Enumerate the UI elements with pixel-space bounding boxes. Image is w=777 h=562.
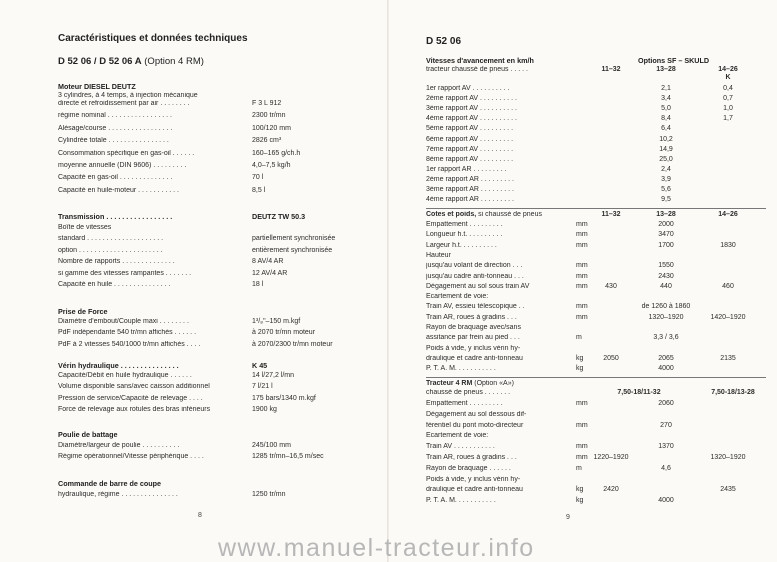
row-unit: kg [576, 497, 584, 505]
row-value-2: 440 [660, 282, 672, 290]
spec-label: Consommation spécifique en gas-oil . . . . . . [58, 149, 195, 157]
row-value-3: 1320–1920 [710, 454, 746, 461]
spec-label: Diamètre/largeur de poulie . . . . . . . . . . [58, 442, 180, 449]
cutter-heading: Commande de barre de coupe [58, 479, 162, 488]
page-title: Caractéristiques et données techniques [58, 33, 248, 44]
pulley-heading: Poulie de battage [58, 430, 118, 439]
spec-value: 4,0–7,5 kg/h [252, 162, 291, 169]
spec-label: standard . . . . . . . . . . . . . . . . . . . . [58, 235, 164, 242]
spec-label: Boîte de vitesses [58, 224, 112, 231]
spec-label: hydraulique, régime . . . . . . . . . . . . . . . [58, 491, 178, 498]
row-label: Poids à vide, y inclus vérin hy- [426, 344, 521, 352]
spec-label: Volume disponible sans/avec caisson additionnel [58, 383, 210, 391]
speed-value-14-26: 1,0 [723, 105, 733, 113]
speed-value-13-28: 8,4 [661, 115, 671, 123]
watermark: www.manuel-tracteur.info [218, 534, 535, 562]
row-label: Empattement . . . . . . . . . [426, 221, 503, 228]
row-label: Dégagement au sol dessous dif- [426, 410, 527, 418]
spec-value: 2300 tr/mn [252, 112, 286, 120]
speed-value-13-28: 6,4 [661, 125, 671, 133]
spec-value: 18 l [252, 281, 264, 289]
row-label: draulique et cadre anti-tonneau [426, 486, 523, 494]
transmission-model: DEUTZ TW 50.3 [252, 212, 306, 221]
spec-value: 175 bars/1340 m.kgf [252, 394, 316, 402]
spec-label: Capacité/Débit en huile hydraulique . . . . . . [58, 372, 192, 379]
row-label: Dégagement au sol sous train AV [426, 282, 530, 290]
row-label: Ecartement de voie: [426, 432, 489, 440]
row-unit: mm [576, 454, 588, 461]
spec-label: Capacité en huile . . . . . . . . . . . . . . . [58, 281, 171, 289]
row-value-2: 1370 [658, 443, 674, 451]
row-unit: mm [576, 421, 588, 429]
page-number-left: 8 [198, 512, 202, 519]
dims-col-14-26: 14–26 [718, 211, 738, 218]
row-unit: m [576, 464, 582, 472]
row-label: Train AV . . . . . . . . . . . [426, 443, 495, 451]
fwd-col-a: 7,50-18/11-32 [617, 389, 661, 396]
col-11-32: 11–32 [601, 66, 621, 73]
fwd-col-b: 7,50-18/13-28 [711, 389, 755, 396]
transmission-heading: Transmission . . . . . . . . . . . . . . . . . [58, 212, 173, 221]
row-value-2: 2000 [658, 221, 674, 228]
speed-label: 2ème rapport AV . . . . . . . . . . [426, 95, 517, 103]
spec-value: 160–165 g/ch.h [252, 149, 301, 157]
section-rule [426, 208, 766, 209]
row-unit: mm [576, 313, 588, 321]
spec-label: PdF à 2 vitesses 540/1000 tr/mn affichés . . . . [58, 340, 201, 348]
row-value-2: 2060 [658, 400, 674, 407]
spec-value: 1250 tr/mn [252, 491, 286, 498]
spec-label: moyenne annuelle (DIN 9606) . . . . . . . . . [58, 162, 187, 169]
speed-value-14-26: 1,7 [723, 115, 733, 123]
page-number-right: 9 [566, 514, 570, 521]
row-label: jusqu'au cadre anti-tonneau . . . [426, 272, 524, 280]
speed-label: 4ème rapport AR . . . . . . . . . [426, 196, 514, 204]
row-value-1: 430 [605, 282, 617, 290]
speed-value-13-28: 10,2 [659, 135, 673, 143]
pto-heading: Prise de Force [58, 307, 108, 316]
spec-value: 8,5 l [252, 186, 266, 194]
speed-label: 2ème rapport AR . . . . . . . . . [426, 175, 514, 183]
dims-col-11-32: 11–32 [601, 211, 621, 218]
speed-label: 8ème rapport AV . . . . . . . . . [426, 155, 514, 163]
spec-value: 100/120 mm [252, 124, 291, 132]
row-value-2: 3470 [658, 231, 674, 239]
row-value-2: 3,3 / 3,6 [653, 334, 679, 342]
row-unit: kg [576, 486, 584, 494]
fwd-heading [426, 380, 514, 388]
model-designation [58, 56, 204, 67]
row-label: Longueur h.t. . . . . . . . . . [426, 231, 503, 239]
section-rule [426, 377, 766, 378]
speed-label: 6ème rapport AV . . . . . . . . . [426, 135, 514, 143]
row-value-2: 2065 [658, 354, 674, 362]
spec-label: PdF indépendante 540 tr/mn affichés . . . . . . [58, 329, 197, 337]
right-model-title: D 52 06 [426, 36, 462, 47]
spec-label: option . . . . . . . . . . . . . . . . . . . . . . [58, 246, 163, 254]
spec-value: 2826 cm³ [252, 137, 282, 145]
row-label: Train AR, roues à gradins . . . [426, 454, 517, 461]
row-unit: kg [576, 354, 584, 362]
spec-label: Cylindrée totale . . . . . . . . . . . . . . . . [58, 137, 169, 145]
row-label: P. T. A. M. . . . . . . . . . . [426, 365, 496, 373]
speed-value-13-28: 5,6 [661, 186, 671, 193]
row-label: draulique et cadre anti-tonneau [426, 354, 523, 362]
tyre-label: tracteur chaussé de pneus . . . . . [426, 66, 528, 73]
row-value-1: 1220–1920 [593, 454, 629, 461]
engine-heading: Moteur DIESEL DEUTZ [58, 82, 136, 91]
speed-label: 3ème rapport AV . . . . . . . . . . [426, 105, 517, 113]
speed-value-13-28: 3,9 [661, 175, 671, 183]
col-13-28: 13–28 [656, 66, 676, 73]
spec-label: 3 cylindres, à 4 temps, à injection mécanique [58, 92, 198, 99]
speed-label: 3ème rapport AR . . . . . . . . . [426, 186, 514, 193]
dims-heading-rest: si chaussé de pneus [478, 211, 542, 218]
spec-label: Pression de service/Capacité de relevage . . . . [58, 394, 203, 402]
spec-value: 1285 tr/mn–16,5 m/sec [252, 453, 324, 461]
row-unit: mm [576, 400, 588, 407]
spec-value: partiellement synchronisée [252, 235, 336, 242]
hydraulic-heading: Vérin hydraulique . . . . . . . . . . . . . . . [58, 361, 179, 370]
spec-label: Capacité en gas-oil . . . . . . . . . . . . . . [58, 174, 173, 182]
options-label: Options SF – SKULD [638, 56, 710, 65]
row-label: férentiel du pont moto-directeur [426, 421, 524, 429]
row-label: Rayon de braquage . . . . . . [426, 464, 511, 472]
row-unit: mm [576, 221, 588, 228]
spec-value: à 2070 tr/mn moteur [252, 329, 316, 337]
spec-value: 8 AV/4 AR [252, 258, 284, 266]
speed-label: 4ème rapport AV . . . . . . . . . . [426, 115, 517, 123]
row-unit: mm [576, 272, 588, 280]
speeds-heading: Vitesses d'avancement en km/h [426, 56, 534, 65]
spec-value: 1³/₈"–150 m.kgf [252, 318, 301, 325]
model-option: (Option 4 RM) [144, 56, 204, 67]
spec-label: Alésage/course . . . . . . . . . . . . . . . . . [58, 124, 173, 132]
row-value-1: 2050 [603, 354, 619, 362]
speed-label: 7ème rapport AV . . . . . . . . . [426, 145, 514, 153]
row-value-3: 2135 [720, 354, 736, 362]
dims-heading [426, 211, 542, 219]
row-label: Largeur h.t. . . . . . . . . . [426, 241, 497, 249]
spec-label: Régime opérationnel/Vitesse périphérique . . . . [58, 453, 204, 461]
speed-value-14-26: 0,7 [723, 95, 733, 103]
speed-label: 5ème rapport AV . . . . . . . . . [426, 125, 514, 133]
row-unit: mm [576, 241, 588, 249]
spec-value: 14 l/27,2 l/mn [252, 372, 295, 379]
row-value-2: de 1260 à 1860 [641, 303, 691, 311]
speed-label: 1er rapport AV . . . . . . . . . . [426, 85, 510, 92]
row-label: Ecartement de voie: [426, 293, 489, 301]
speed-value-13-28: 2,1 [661, 85, 671, 92]
row-value-2: 1550 [658, 262, 674, 270]
speed-value-14-26: 0,4 [723, 85, 733, 92]
speed-value-13-28: 25,0 [659, 155, 673, 163]
row-unit: mm [576, 282, 588, 290]
hydraulic-model: K 45 [252, 361, 268, 370]
spec-value: 245/100 mm [252, 442, 291, 449]
speed-label: 1er rapport AR . . . . . . . . . [426, 165, 507, 173]
spec-label: si gamme des vitesses rampantes . . . . . . . [58, 269, 192, 277]
spec-value: à 2070/2300 tr/mn moteur [252, 340, 333, 348]
spec-value: entièrement synchronisée [252, 246, 333, 254]
row-label: Empattement . . . . . . . . . [426, 400, 503, 407]
row-unit: kg [576, 365, 584, 373]
row-value-2: 4000 [658, 365, 674, 373]
row-value-2: 4000 [658, 497, 674, 505]
row-value-3: 1420–1920 [710, 313, 746, 321]
spec-label: directe et refroidissement par air . . . . . . . . [58, 100, 190, 107]
dims-col-13-28: 13–28 [656, 211, 676, 218]
row-label: Train AR, roues à gradins . . . [426, 313, 517, 321]
row-label: Hauteur [426, 251, 451, 259]
row-label: Rayon de braquage avec/sans [426, 324, 521, 331]
fwd-tyre-label: chaussé de pneus . . . . . . . [426, 389, 511, 396]
col-k: K [725, 74, 731, 81]
spec-value: 70 l [252, 174, 264, 182]
row-label: Poids à vide, y inclus vérin hy- [426, 475, 521, 483]
fwd-heading-rest: (Option «A») [474, 380, 514, 387]
speed-value-13-28: 2,4 [661, 165, 671, 173]
row-value-3: 460 [722, 282, 734, 290]
speed-value-13-28: 3,4 [661, 95, 671, 103]
row-label: assitance par frein au pied . . . [426, 334, 520, 342]
spec-value: 1900 kg [252, 406, 277, 414]
speed-value-13-28: 9,5 [661, 196, 671, 204]
row-value-2: 1320–1920 [648, 313, 684, 321]
spec-label: Capacité en huile-moteur . . . . . . . . . . . [58, 186, 179, 194]
row-value-1: 2420 [603, 486, 619, 494]
speed-value-13-28: 14,9 [659, 145, 673, 153]
spec-value: 12 AV/4 AR [252, 269, 288, 277]
row-value-3: 1830 [720, 241, 736, 249]
row-value-2: 4,6 [661, 464, 671, 472]
row-label: Train AV, essieu télescopique . . [426, 303, 525, 311]
speed-value-13-28: 5,0 [661, 105, 671, 113]
row-unit: m [576, 334, 582, 342]
spec-label: Force de relevage aux rotules des bras inférieurs [58, 406, 211, 414]
row-value-3: 2435 [720, 486, 736, 494]
left-page [0, 0, 388, 562]
row-value-2: 270 [660, 421, 672, 429]
row-unit: mm [576, 303, 588, 311]
spec-label: régime nominal . . . . . . . . . . . . . . . . . [58, 112, 172, 120]
col-14-26: 14–26 [718, 66, 738, 73]
spec-value: F 3 L 912 [252, 100, 282, 107]
row-value-2: 2430 [658, 272, 674, 280]
row-label: P. T. A. M. . . . . . . . . . . [426, 497, 496, 505]
spec-label: Nombre de rapports . . . . . . . . . . . . . . [58, 258, 175, 266]
dims-heading-bold: Cotes et poids, [426, 211, 477, 218]
right-page [388, 0, 777, 562]
row-unit: mm [576, 231, 588, 239]
spec-value: 7 l/21 l [252, 383, 273, 391]
row-unit: mm [576, 262, 588, 270]
fwd-heading-bold: Tracteur 4 RM [426, 380, 473, 387]
spec-label: Diamètre d'embout/Couple maxi . . . . . . . . [58, 318, 189, 325]
row-label: jusqu'au volant de direction . . . [426, 262, 523, 270]
row-value-2: 1700 [658, 241, 674, 249]
model-number: D 52 06 / D 52 06 A [58, 56, 142, 67]
row-unit: mm [576, 443, 588, 451]
